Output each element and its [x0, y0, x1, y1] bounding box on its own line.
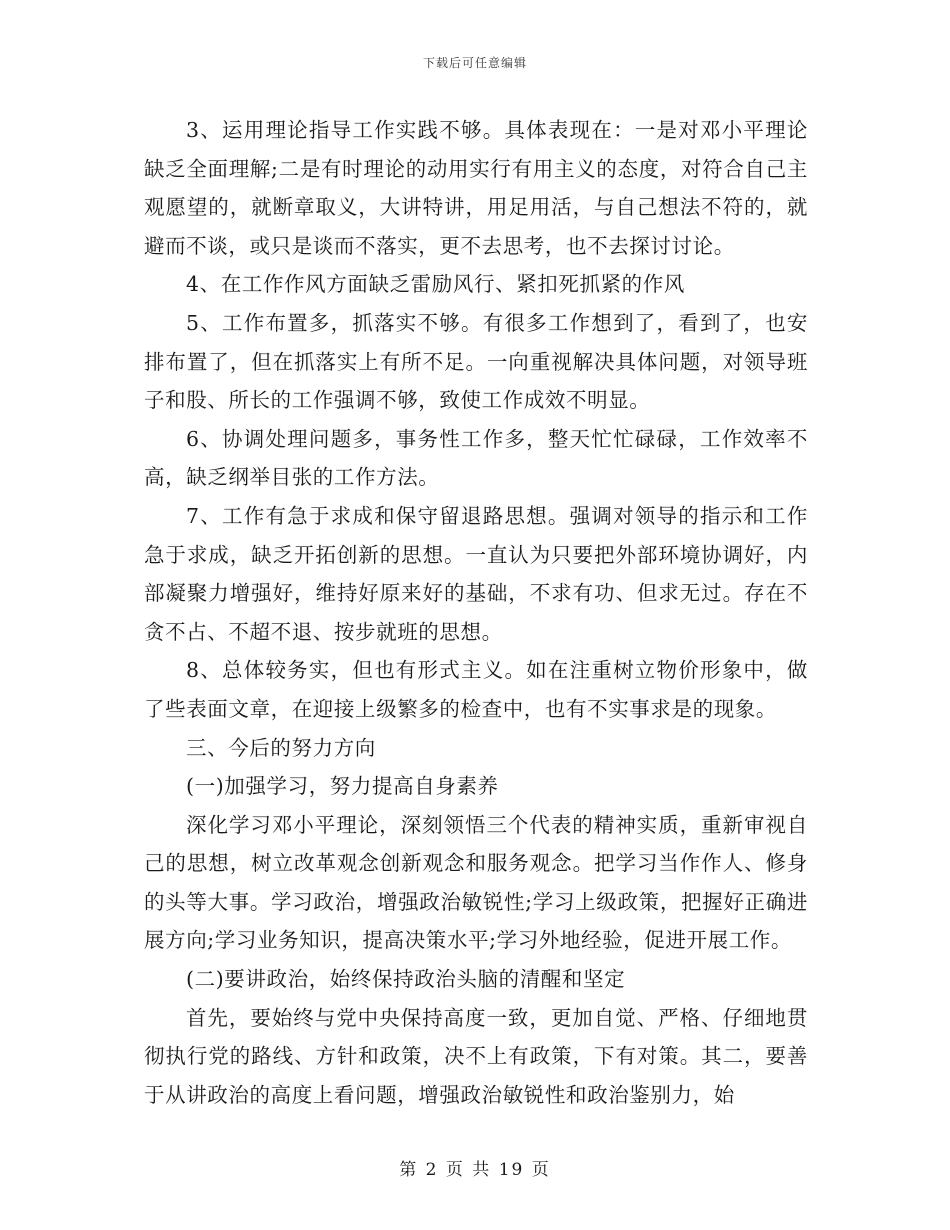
subheading-1: (一)加强学习，努力提高自身素养 [186, 774, 499, 799]
paragraph-item-3: 3、运用理论指导工作实践不够。具体表现在：一是对邓小平理论缺乏全面理解;二是有时理论的动用实行有用主义的态度，对符合自己主观愿望的，就断章取义，大讲特讲，用足用活，与自己想法不符的，就避而不谈，或只是谈而不落实，更不去思考，也不去探讨讨论。 [144, 118, 808, 258]
paragraph-study: 深化学习邓小平理论，深刻领悟三个代表的精神实质，重新审视自己的思想，树立改革观念创新观念和服务观念。把学习当作作人、修身的头等大事。学习政治，增强政治敏锐性;学习上级政策，把握好正确进展方向;学习业务知识，提高决策水平;学习外地经验，促进开展工作。 [144, 812, 808, 953]
section-heading-3: 三、今后的努力方向 [186, 735, 376, 760]
page-number-footer: 第 2 页 共 19 页 [399, 1160, 551, 1180]
paragraph-item-7: 7、工作有急于求成和保守留退路思想。强调对领导的指示和工作急于求成，缺乏开拓创新的思想。一直认为只要把外部环境协调好，内部凝聚力增强好，维持好原来好的基础，不求有功、但求无过。存在不贪不占、不超不退、按步就班的思想。 [144, 503, 808, 644]
subheading-2: (二)要讲政治，始终保持政治头脑的清醒和坚定 [186, 967, 626, 992]
paragraph-item-4: 4、在工作作风方面缺乏雷励风行、紧扣死抓紧的作风 [186, 272, 685, 297]
document-body [144, 111, 808, 1114]
paragraph-item-5: 5、工作布置多，抓落实不够。有很多工作想到了，看到了，也安排布置了，但在抓落实上有所不足。一向重视解决具体问题，对领导班子和股、所长的工作强调不够，致使工作成效不明显。 [144, 310, 808, 413]
paragraph-politics: 首先，要始终与党中央保持高度一致，更加自觉、严格、仔细地贯彻执行党的路线、方针和政策，决不上有政策，下有对策。其二，要善于从讲政治的高度上看问题，增强政治敏锐性和政治鉴别力，始 [144, 1005, 808, 1107]
paragraph-item-6: 6、协调处理问题多，事务性工作多，整天忙忙碌碌，工作效率不高，缺乏纲举目张的工作方法。 [144, 426, 808, 490]
page-header: 下载后可任意编辑 [422, 56, 527, 70]
paragraph-item-8: 8、总体较务实，但也有形式主义。如在注重树立物价形象中，做了些表面文章，在迎接上级繁多的检查中，也有不实事求是的现象。 [144, 658, 808, 721]
